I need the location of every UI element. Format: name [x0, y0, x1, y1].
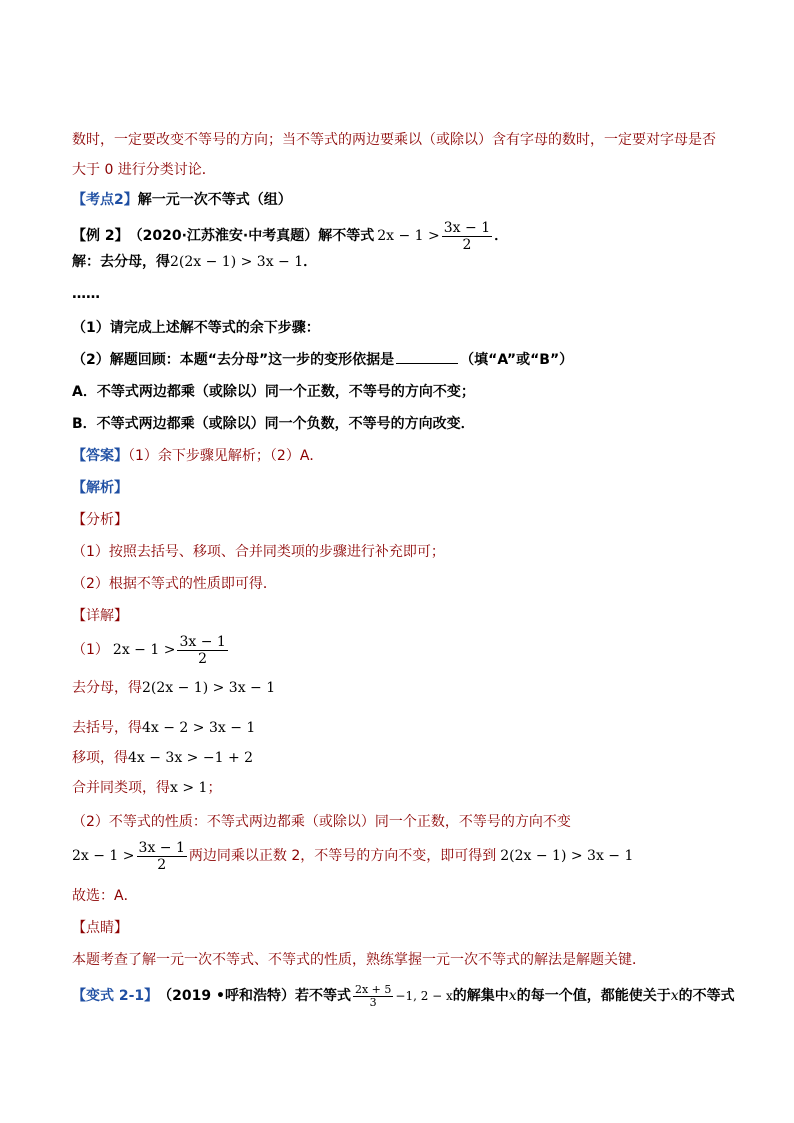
part2b-text: 两边同乘以正数 2，不等号的方向不变，即可得到: [188, 848, 497, 864]
part2b-math: 2(2x − 1) > 3x − 1: [500, 848, 634, 864]
variant-text-2: 的解集中: [452, 988, 509, 1004]
option-a: A．不等式两边都乘（或除以）同一个正数，不等号的方向不变；: [72, 384, 475, 400]
xiangjie-step-4: [72, 748, 253, 768]
fenxi-line-1: （1）按照去括号、移项、合并同类项的步骤进行补充即可；: [72, 544, 445, 560]
fenxi-line-2: （2）根据不等式的性质即可得．: [72, 576, 277, 592]
step4-text: 移项，得: [72, 750, 128, 766]
xiangjie-part-2b: [72, 836, 633, 876]
step2-math: 2(2x − 1) > 3x − 1: [142, 680, 276, 696]
answer-text: （1）余下步骤见解析；（2）A．: [128, 448, 324, 464]
step1-frac-num: 3x − 1: [179, 633, 226, 650]
ellipsis: ……: [72, 286, 100, 302]
step5-math: x > 1: [170, 780, 208, 796]
example-end: ．: [494, 228, 509, 244]
dianjing-text: 本题考查了解一元一次不等式、不等式的性质，熟练掌握一元一次不等式的解法是解题关键．: [72, 952, 646, 968]
step1-prefix: （1）: [72, 642, 109, 658]
variant-label: 【变式 2-1】: [72, 988, 159, 1004]
variant-text-4: 的不等式: [678, 988, 735, 1004]
example-label: 【例 2】: [72, 228, 129, 244]
step1-fraction: [177, 634, 227, 667]
solution-intro: [72, 252, 317, 272]
answer-line: [72, 446, 323, 466]
example-line: [72, 216, 508, 256]
variant-frac-den: 3: [369, 995, 377, 1009]
step4-math: 4x − 3x > −1 + 2: [128, 750, 254, 766]
variant-frac-num: 2x + 5: [354, 982, 392, 996]
intro-line-1: 数时，一定要改变不等号的方向；当不等式的两边要乘以（或除以）含有字母的数时，一定要对字母是否: [72, 132, 716, 148]
step3-text: 去括号，得: [72, 720, 142, 736]
solution-intro-math: 2(2x − 1) > 3x − 1: [170, 254, 304, 270]
kaodian-heading: [72, 190, 292, 210]
dianjing-label: 【点睛】: [72, 920, 128, 936]
step2-text: 去分母，得: [72, 680, 142, 696]
variant-fraction: [353, 984, 393, 1009]
question-1: （1）请完成上述解不等式的余下步骤：: [72, 320, 320, 336]
variant-var-x2: x: [670, 988, 679, 1004]
variant-text-1: 若不等式: [294, 988, 351, 1004]
xiangjie-label: 【详解】: [72, 608, 128, 624]
variant-text-3: 的每一个值，都能使关于: [516, 988, 671, 1004]
part2b-frac-den: 2: [157, 856, 167, 873]
kaodian-label: 【考点2】: [72, 192, 138, 208]
intro-line-2: 大于 0 进行分类讨论．: [72, 162, 216, 178]
fenxi-label: 【分析】: [72, 512, 128, 528]
solution-intro-end: ．: [303, 254, 318, 270]
answer-blank: [396, 351, 458, 364]
guxuan-line: 故选：A．: [72, 888, 138, 904]
example-ineq-lhs: 2x − 1 >: [377, 228, 440, 244]
step1-frac-den: 2: [198, 650, 208, 667]
xiangjie-step-1: [72, 630, 230, 670]
step5-text: 合并同类项，得: [72, 780, 170, 796]
option-b: B．不等式两边都乘（或除以）同一个负数，不等号的方向改变．: [72, 416, 475, 432]
jiexi-label: 【解析】: [72, 480, 128, 496]
question-2-after: （填“A”或“B”）: [460, 352, 574, 368]
step5-end: ；: [207, 780, 222, 796]
part2b-frac-num: 3x − 1: [138, 839, 185, 856]
example-source: （2020·江苏淮安·中考真题）: [128, 228, 319, 244]
variant-mid: −1, 2 − x: [395, 989, 453, 1003]
question-2-before: （2）解题回顾：本题“去分母”这一步的变形依据是: [72, 352, 395, 368]
step3-math: 4x − 2 > 3x − 1: [142, 720, 256, 736]
variant-line: [72, 976, 735, 1016]
solution-intro-text: 解：去分母，得: [72, 254, 170, 270]
xiangjie-part-2: （2）不等式的性质：不等式两边都乘（或除以）同一个正数，不等号的方向不变: [72, 814, 571, 830]
example-prompt: 解不等式: [318, 228, 375, 244]
xiangjie-step-5: [72, 778, 221, 798]
example-frac-num: 3x − 1: [443, 219, 491, 236]
xiangjie-step-2: [72, 678, 275, 698]
variant-source: （2019 •呼和浩特）: [158, 988, 295, 1004]
part2b-lhs: 2x − 1 >: [72, 848, 135, 864]
example-fraction: [442, 220, 492, 253]
question-2: [72, 350, 573, 370]
kaodian-title: 解一元一次不等式（组）: [137, 192, 292, 208]
step1-lhs: 2x − 1 >: [112, 642, 176, 658]
answer-label: 【答案】: [72, 448, 128, 464]
example-frac-den: 2: [462, 236, 472, 253]
part2b-fraction: [137, 840, 187, 873]
xiangjie-step-3: [72, 718, 255, 738]
variant-var-x: x: [508, 988, 517, 1004]
